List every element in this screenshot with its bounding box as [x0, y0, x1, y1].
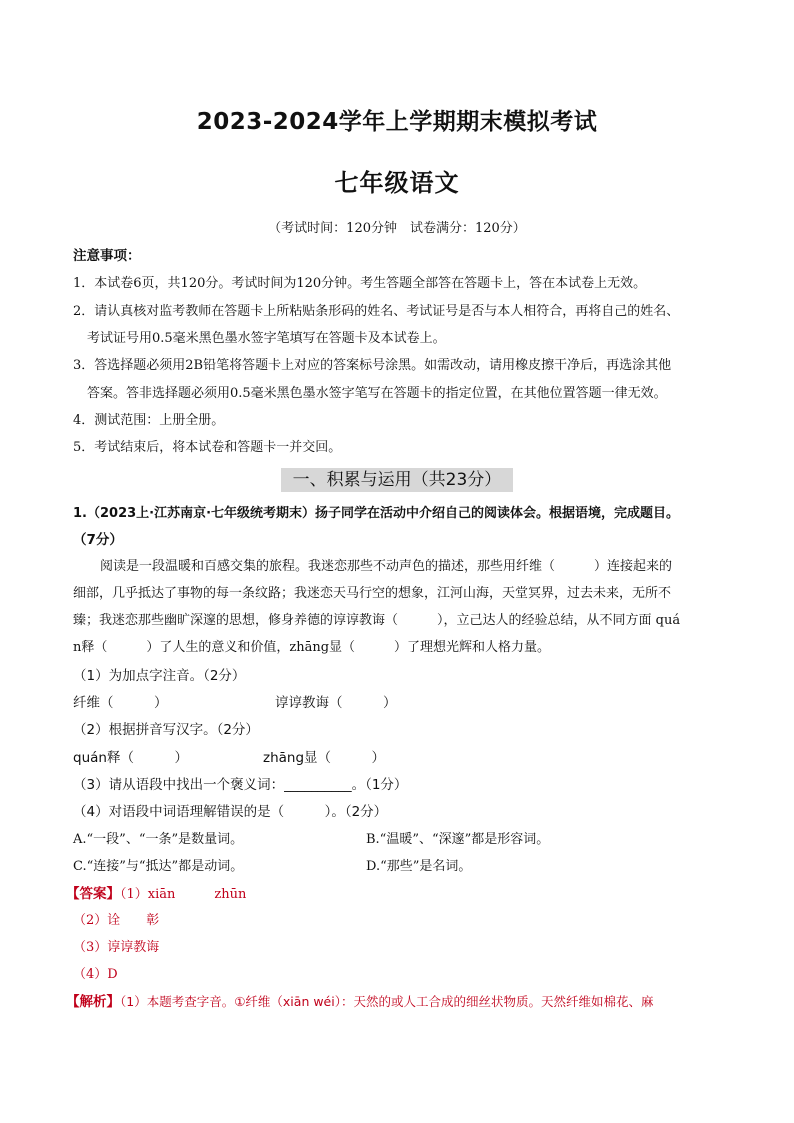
note-item-3-cont: 答案。答非选择题必须用0.5毫米黑色墨水签字笔写在答题卡的指定位置，在其他位置答题一律无效。 — [87, 386, 667, 401]
answer-text-1: （1）xiān zhūn — [120, 887, 247, 902]
note-item-1: 1．本试卷6页，共120分。考试时间为120分钟。考生答题全部答在答题卡上，答在本试卷上无效。 — [73, 276, 647, 291]
option-a: A.“一段”、“一条”是数量词。 — [73, 832, 244, 847]
question-1-score: （7分） — [73, 532, 123, 548]
exam-title: 2023-2024学年上学期期末模拟考试 — [196, 109, 598, 135]
sub-question-3: （3）请从语段中找出一个褒义词：__________。（1分） — [73, 777, 408, 793]
sub-question-1: （1）为加点字注音。（2分） — [73, 668, 246, 684]
analysis-text-1: （1）本题考查字音。①纤维（xiān wéi）：天然的或人工合成的细丝状物质。天然纤维如棉花、麻 — [120, 994, 654, 1009]
note-item-4: 4．测试范围：上册全册。 — [73, 413, 225, 428]
answer-line-2: （2）诠 彰 — [73, 913, 160, 928]
sub-question-1-a: 纤维（ ） — [73, 695, 168, 711]
option-b: B.“温暖”、“深邃”都是形容词。 — [366, 832, 550, 847]
answer-line-1 — [66, 884, 246, 905]
note-item-5: 5．考试结束后，将本试卷和答题卡一并交回。 — [73, 440, 342, 455]
note-item-2-cont: 考试证号用0.5毫米黑色墨水签字笔填写在答题卡及本试卷上。 — [87, 331, 446, 346]
exam-info: （考试时间：120分钟 试卷满分：120分） — [268, 221, 526, 236]
exam-subtitle: 七年级语文 — [334, 169, 460, 197]
option-d: D.“那些”是名词。 — [366, 859, 472, 874]
option-c: C.“连接”与“抵达”都是动词。 — [73, 859, 244, 874]
answer-line-3: （3）谆谆教诲 — [73, 940, 160, 955]
passage-line-4: n释（ ）了人生的意义和价值，zhāng显（ ）了理想光辉和人格力量。 — [73, 640, 551, 655]
sub-question-2-a: quán释（ ） — [73, 750, 188, 766]
answer-label: 【答案】 — [66, 886, 120, 902]
note-item-2: 2．请认真核对监考教师在答题卡上所粘贴条形码的姓名、考试证号是否与本人相符合，再将自己的姓名、 — [73, 304, 680, 319]
section-heading: 一、积累与运用（共23分） — [281, 468, 513, 492]
answer-line-4: （4）D — [73, 967, 118, 982]
sub-question-4: （4）对语段中词语理解错误的是（ ）。（2分） — [73, 804, 388, 820]
sub-question-2: （2）根据拼音写汉字。（2分） — [73, 722, 259, 738]
analysis-line-1 — [66, 992, 653, 1013]
notes-heading: 注意事项： — [73, 248, 141, 264]
question-1-stem: 1.（2023上·江苏南京·七年级统考期末）扬子同学在活动中介绍自己的阅读体会。根据语境，完成题目。 — [73, 506, 680, 521]
passage-line-3: 臻；我迷恋那些幽旷深邃的思想，修身养德的谆谆教诲（ ），立己达人的经验总结，从不同方面 quá — [73, 613, 681, 628]
passage-line-1: 阅读是一段温暖和百感交集的旅程。我迷恋那些不动声色的描述，那些用纤维（ ）连接起来的 — [100, 559, 673, 574]
sub-question-2-b: zhāng显（ ） — [263, 750, 386, 766]
sub-question-1-b: 谆谆教诲（ ） — [275, 695, 397, 711]
passage-line-2: 细部，几乎抵达了事物的每一条纹路；我迷恋天马行空的想象，江河山海，天堂冥界，过去未来，无所不 — [73, 586, 672, 601]
analysis-label: 【解析】 — [66, 994, 120, 1010]
note-item-3: 3．答选择题必须用2B铅笔将答题卡上对应的答案标号涂黑。如需改动，请用橡皮擦干净后，再选涂其他 — [73, 358, 672, 373]
